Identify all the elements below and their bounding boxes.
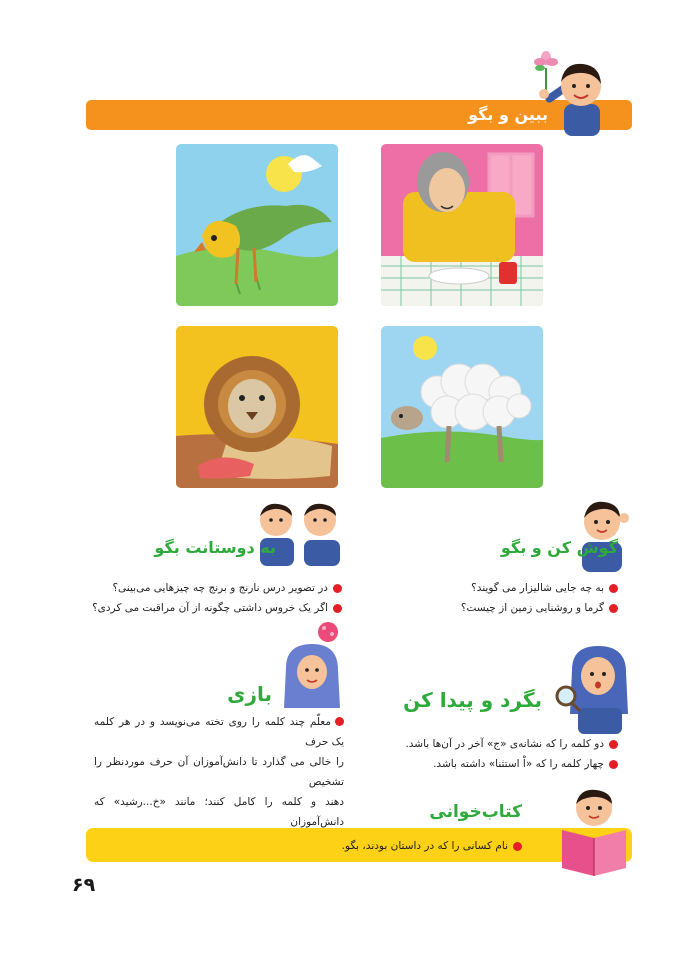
friends-section-title: به دوستانت بگو xyxy=(154,538,276,557)
game-line: دهند و کلمه را کامل کنند؛ مانند «خ...رشید» که دانش‌آموزان xyxy=(94,796,344,828)
friends-questions xyxy=(92,578,342,618)
girl-with-magnifier-illustration xyxy=(552,644,634,734)
list-item: گرما و روشنایی زمین از چیست؟ xyxy=(461,598,618,618)
parrot-picture xyxy=(176,144,338,306)
reading-tasks xyxy=(342,836,522,856)
girl-with-ball-illustration xyxy=(282,620,348,708)
list-item: چهار کلمه را که «اْ استثنا» داشته باشد. xyxy=(405,754,618,774)
boy-with-flower-illustration xyxy=(528,46,612,136)
lion-picture xyxy=(176,326,338,488)
listen-section-title: گوش کن و بگو xyxy=(500,538,618,557)
sheep-picture xyxy=(381,326,543,488)
boy-reading-book-illustration xyxy=(558,786,630,878)
find-section-title: بگرد و پیدا کن xyxy=(403,688,542,712)
boy-listening-illustration xyxy=(570,496,632,572)
reading-section-title: کتاب‌خوانی xyxy=(429,802,522,822)
game-line xyxy=(94,712,344,752)
bullet-dot xyxy=(335,717,344,726)
ball-icon xyxy=(318,622,338,642)
list-item: به چه جایی شالیزار می گویند؟ xyxy=(461,578,618,598)
book-icon xyxy=(562,830,626,876)
list-item: نام کسانی را که در داستان بودند، بگو. xyxy=(342,836,522,856)
page-title: ببین و بگو xyxy=(468,105,548,124)
listen-questions xyxy=(461,578,618,618)
list-item: اگر یک خروس داشتی چگونه از آن مراقبت می کردی؟ xyxy=(92,598,342,618)
game-section-title: بازی xyxy=(227,682,272,706)
find-tasks xyxy=(405,734,618,774)
list-item: در تصویر درس نارنج و برنج چه چیزهایی می‌بینی؟ xyxy=(92,578,342,598)
game-line-text: معلّم چند کلمه را روی تخته می‌نویسد و در هر کلمه یک حرف xyxy=(94,716,344,748)
page-number: ۶۹ xyxy=(72,874,96,896)
game-line: را خالی می گذارد تا دانش‌آموزان آن حرف موردنظر را تشخیص xyxy=(94,756,344,788)
list-item: دو کلمه را که نشانه‌ی «ج» آخر در آن‌ها باشد. xyxy=(405,734,618,754)
woman-eating-picture xyxy=(381,144,543,306)
